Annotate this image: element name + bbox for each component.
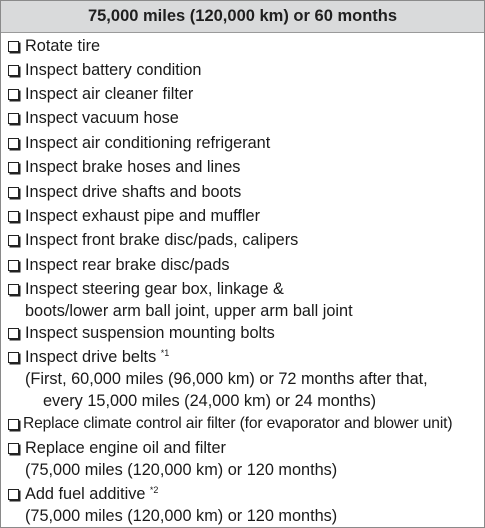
- checkbox-icon: [8, 211, 19, 222]
- checklist-item-vacuum-hose: [1, 107, 484, 129]
- checklist-item-suspension: [1, 322, 484, 344]
- item-label: Inspect steering gear box, linkage &: [25, 280, 284, 298]
- item-label: Rotate tire: [25, 37, 101, 55]
- checkbox-icon: [8, 328, 19, 339]
- checklist-item-rotate-tire: [1, 35, 484, 57]
- checklist-item-brake-hoses: [1, 156, 484, 178]
- item-label: Add fuel additive: [25, 485, 150, 503]
- checkbox-icon: [8, 113, 19, 124]
- checkbox-icon: [8, 419, 19, 430]
- item-label: Inspect battery condition: [25, 61, 202, 79]
- checklist-item-fuel-additive: [1, 483, 484, 527]
- checkbox-icon: [8, 162, 19, 173]
- item-label: Inspect front brake disc/pads, calipers: [25, 231, 299, 249]
- footnote-marker: *1: [160, 348, 170, 358]
- item-continuation: every 15,000 miles (24,000 km) or 24 months): [43, 392, 377, 410]
- item-continuation: boots/lower arm ball joint, upper arm ball joint: [25, 302, 353, 320]
- checkbox-icon: [8, 89, 19, 100]
- item-label: Inspect drive shafts and boots: [25, 183, 242, 201]
- item-label: Inspect brake hoses and lines: [25, 158, 241, 176]
- checklist-item-rear-brakes: [1, 254, 484, 276]
- item-label: Inspect vacuum hose: [25, 109, 179, 127]
- checkbox-icon: [8, 65, 19, 76]
- checkbox-icon: [8, 235, 19, 246]
- checklist-item-front-brakes: [1, 229, 484, 251]
- item-label: Replace climate control air filter (for evaporator and blower unit): [23, 415, 453, 432]
- checklist-item-battery: [1, 59, 484, 81]
- checklist-item-drive-shafts: [1, 181, 484, 203]
- checklist-item-exhaust: [1, 205, 484, 227]
- checklist-item-drive-belts: [1, 346, 484, 412]
- checkbox-icon: [8, 138, 19, 149]
- item-continuation: (First, 60,000 miles (96,000 km) or 72 months after that,: [25, 370, 428, 388]
- checkbox-icon: [8, 352, 19, 363]
- item-label: Inspect drive belts: [25, 348, 161, 366]
- item-label: Replace engine oil and filter: [25, 439, 226, 457]
- footnote-marker: *2: [149, 485, 159, 495]
- checkbox-icon: [8, 187, 19, 198]
- checklist-item-ac-refrigerant: [1, 132, 484, 154]
- item-label: Inspect air conditioning refrigerant: [25, 134, 271, 152]
- checkbox-icon: [8, 260, 19, 271]
- checklist-item-air-cleaner: [1, 83, 484, 105]
- checkbox-icon: [8, 443, 19, 454]
- checkbox-icon: [8, 284, 19, 295]
- checklist-item-engine-oil: [1, 437, 484, 481]
- item-label: Inspect rear brake disc/pads: [25, 256, 230, 274]
- item-continuation: (75,000 miles (120,000 km) or 120 months): [25, 507, 338, 525]
- checkbox-icon: [8, 489, 19, 500]
- item-continuation: (75,000 miles (120,000 km) or 120 months): [25, 461, 338, 479]
- checklist-item-climate-filter: [1, 413, 484, 435]
- checkbox-icon: [8, 41, 19, 52]
- item-label: Inspect exhaust pipe and muffler: [25, 207, 261, 225]
- item-label: Inspect suspension mounting bolts: [25, 324, 275, 342]
- item-label: Inspect air cleaner filter: [25, 85, 194, 103]
- checklist-item-steering: [1, 278, 484, 322]
- schedule-header: 75,000 miles (120,000 km) or 60 months: [1, 1, 484, 33]
